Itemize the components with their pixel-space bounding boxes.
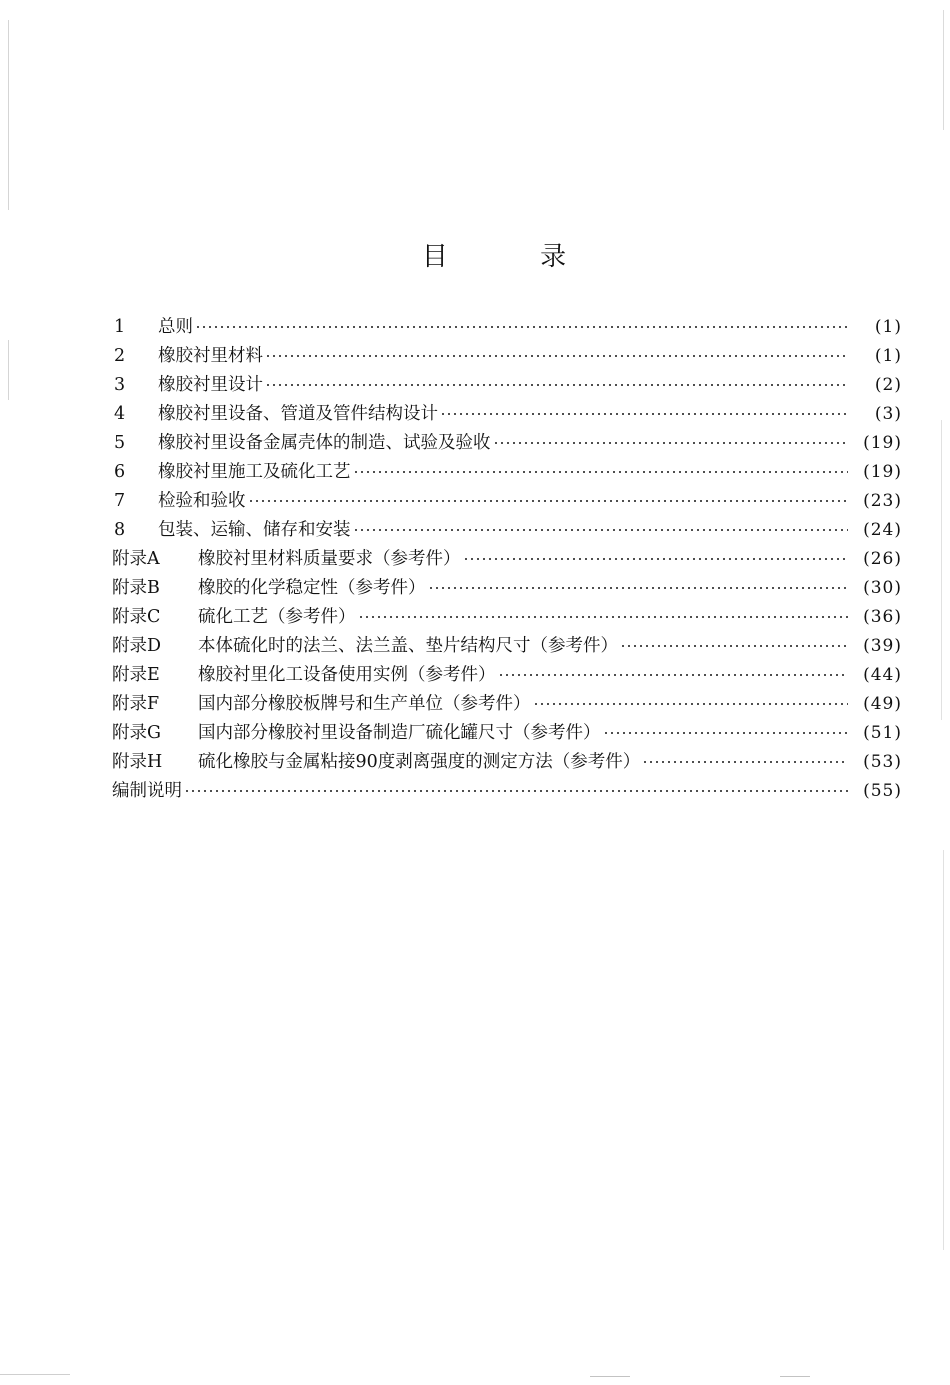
scan-edge-mark: [943, 10, 944, 130]
toc-entry-title: 编制说明: [112, 781, 182, 801]
toc-entry-page: (53): [863, 752, 902, 772]
toc-entry-title: 橡胶衬里化工设备使用实例（参考件）: [198, 665, 496, 685]
toc-entry[interactable]: [112, 487, 902, 516]
toc-entry-title: 包装、运输、储存和安装: [158, 520, 351, 540]
toc-entry-page: (39): [863, 636, 902, 656]
page-title: 目 录: [421, 242, 609, 272]
dot-leader: [533, 703, 849, 705]
toc-entry-title: 橡胶衬里材料质量要求（参考件）: [198, 549, 461, 569]
toc-entry-title: 国内部分橡胶衬里设备制造厂硫化罐尺寸（参考件）: [198, 723, 601, 743]
dot-leader: [353, 471, 849, 473]
dot-leader: [265, 355, 848, 357]
dot-leader: [603, 732, 849, 734]
toc-entry-title: 橡胶衬里设备、管道及管件结构设计: [158, 404, 438, 424]
toc-entry-number: 1: [114, 317, 126, 337]
toc-entry-page: (55): [863, 781, 902, 801]
toc-entry-page: (24): [863, 520, 902, 540]
dot-leader: [620, 645, 848, 647]
toc-entry[interactable]: [112, 574, 902, 603]
dot-leader: [195, 326, 848, 328]
toc-entry-page: (44): [863, 665, 902, 685]
toc-entry-page: (3): [874, 404, 902, 424]
toc-entry[interactable]: [112, 632, 902, 661]
toc-entry[interactable]: [112, 777, 902, 806]
toc-entry-page: (30): [863, 578, 902, 598]
toc-entry-page: (23): [863, 491, 902, 511]
dot-leader: [353, 529, 849, 531]
toc-entry-number: 附录A: [112, 549, 160, 569]
scan-edge-mark: [941, 420, 942, 720]
dot-leader: [440, 413, 848, 415]
dot-leader: [358, 616, 849, 618]
toc-entry-page: (49): [863, 694, 902, 714]
toc-entry[interactable]: [112, 429, 902, 458]
toc-entry-page: (19): [863, 433, 902, 453]
toc-entry-number: 4: [114, 404, 126, 424]
toc-entry[interactable]: [112, 313, 902, 342]
toc-entry-page: (51): [863, 723, 902, 743]
dot-leader: [642, 761, 848, 763]
table-of-contents: [112, 313, 902, 806]
toc-entry-page: (1): [874, 346, 902, 366]
toc-entry[interactable]: [112, 603, 902, 632]
toc-entry-number: 附录D: [112, 636, 162, 656]
toc-entry[interactable]: [112, 342, 902, 371]
toc-entry[interactable]: [112, 371, 902, 400]
toc-entry-title: 本体硫化时的法兰、法兰盖、垫片结构尺寸（参考件）: [198, 636, 618, 656]
toc-entry-page: (1): [874, 317, 902, 337]
toc-entry-page: (26): [863, 549, 902, 569]
toc-entry[interactable]: [112, 458, 902, 487]
toc-entry-number: 附录B: [112, 578, 160, 598]
dot-leader: [428, 587, 849, 589]
toc-entry-page: (2): [874, 375, 902, 395]
toc-entry-number: 附录C: [112, 607, 161, 627]
scan-edge-mark: [8, 20, 9, 210]
dot-leader: [184, 790, 848, 792]
dot-leader: [498, 674, 849, 676]
toc-entry-title: 硫化橡胶与金属粘接90度剥离强度的测定方法（参考件）: [198, 752, 641, 772]
toc-entry-title: 橡胶衬里施工及硫化工艺: [158, 462, 351, 482]
toc-entry-title: 橡胶衬里材料: [158, 346, 263, 366]
toc-entry-page: (19): [863, 462, 902, 482]
toc-entry[interactable]: [112, 400, 902, 429]
toc-entry[interactable]: [112, 516, 902, 545]
dot-leader: [493, 442, 849, 444]
toc-entry-title: 检验和验收: [158, 491, 246, 511]
dot-leader: [265, 384, 848, 386]
toc-entry-title: 橡胶衬里设备金属壳体的制造、试验及验收: [158, 433, 491, 453]
toc-entry-title: 橡胶的化学稳定性（参考件）: [198, 578, 426, 598]
scan-edge-mark: [780, 1376, 810, 1377]
toc-entry-title: 橡胶衬里设计: [158, 375, 263, 395]
toc-entry-number: 附录E: [112, 665, 160, 685]
dot-leader: [248, 500, 849, 502]
toc-entry[interactable]: [112, 690, 902, 719]
scan-edge-mark: [8, 340, 9, 400]
toc-entry-number: 附录H: [112, 752, 163, 772]
toc-entry-title: 总则: [158, 317, 193, 337]
toc-entry-number: 5: [114, 433, 126, 453]
toc-entry[interactable]: [112, 748, 902, 777]
toc-entry-number: 附录G: [112, 723, 161, 743]
toc-entry-number: 7: [114, 491, 126, 511]
scan-edge-mark: [590, 1376, 630, 1377]
toc-entry-number: 2: [114, 346, 126, 366]
toc-entry[interactable]: [112, 661, 902, 690]
toc-entry[interactable]: [112, 719, 902, 748]
toc-entry-title: 国内部分橡胶板牌号和生产单位（参考件）: [198, 694, 531, 714]
toc-entry-number: 6: [114, 462, 126, 482]
scan-edge-mark: [0, 1374, 70, 1375]
toc-entry-title: 硫化工艺（参考件）: [198, 607, 356, 627]
toc-entry-number: 附录F: [112, 694, 160, 714]
toc-entry[interactable]: [112, 545, 902, 574]
toc-entry-page: (36): [863, 607, 902, 627]
dot-leader: [463, 558, 849, 560]
scan-edge-mark: [943, 850, 944, 1250]
toc-entry-number: 3: [114, 375, 126, 395]
toc-entry-number: 8: [114, 520, 126, 540]
